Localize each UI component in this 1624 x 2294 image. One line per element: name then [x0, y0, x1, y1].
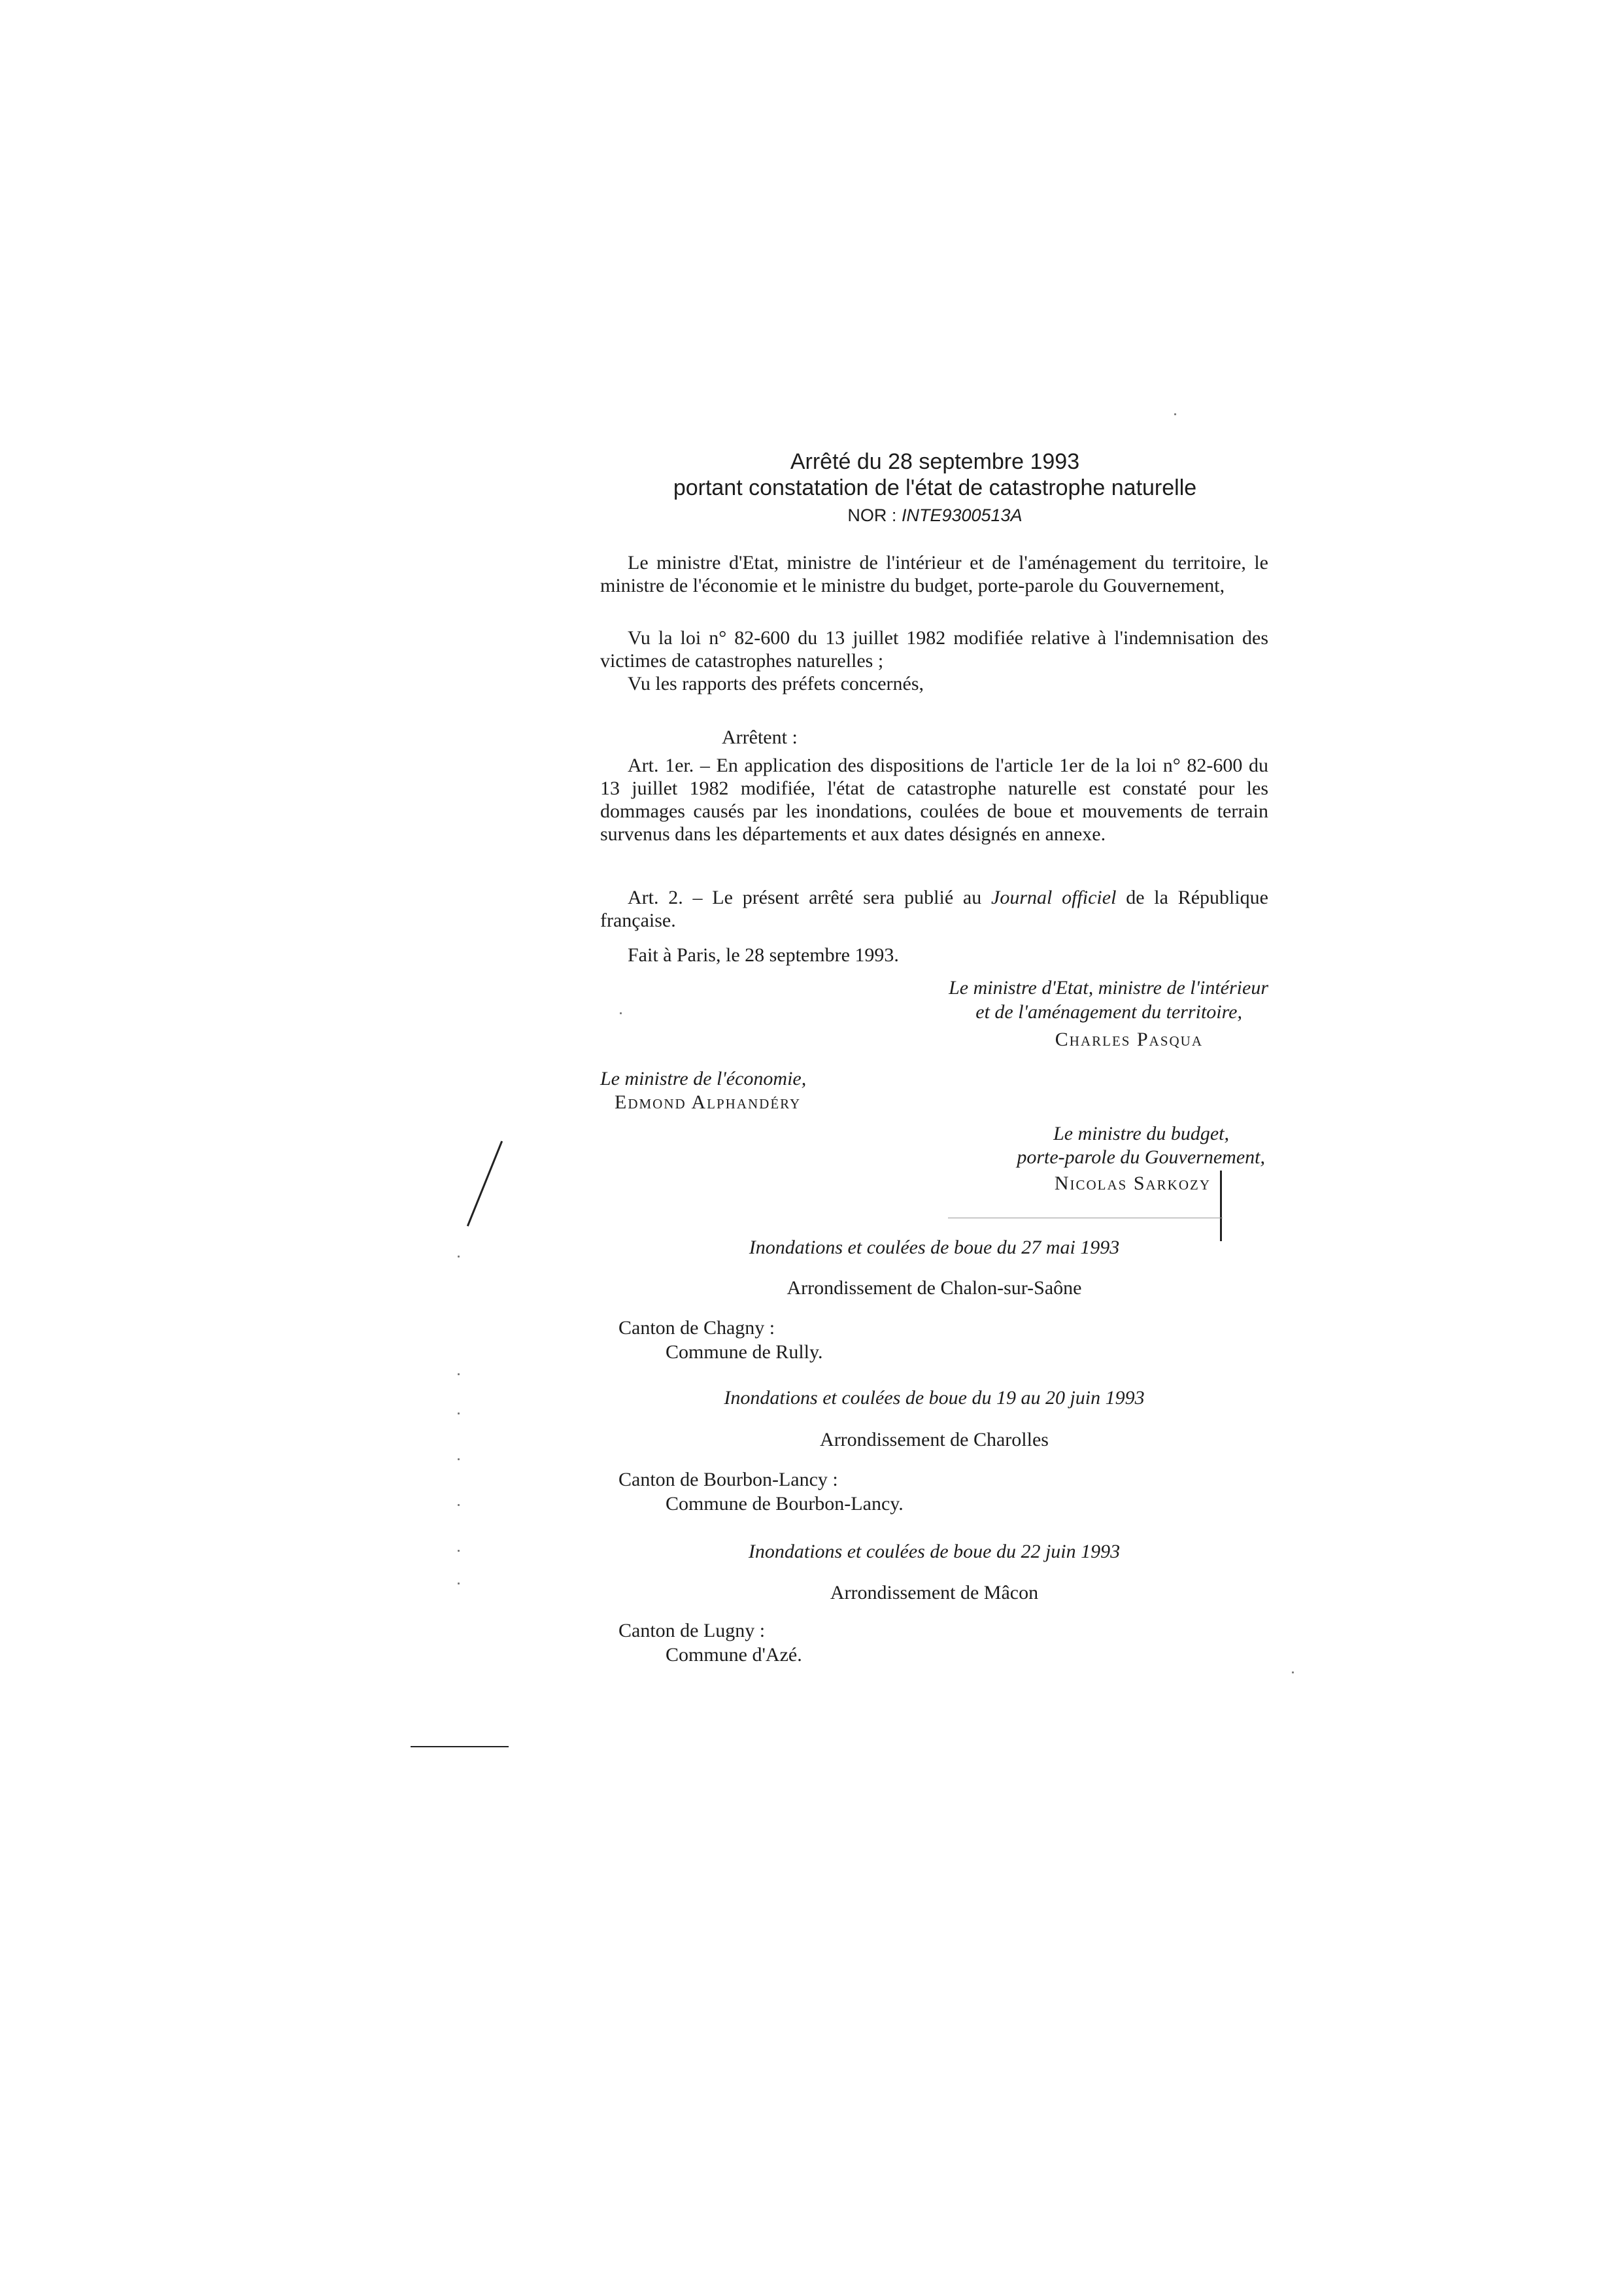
- preamble-vu-rapports: Vu les rapports des préfets concernés,: [628, 673, 924, 694]
- signature-interieur-title-1: Le ministre d'Etat, ministre de l'intérieur: [949, 977, 1268, 999]
- document-subtitle: portant constatation de l'état de catastrophe naturelle: [673, 475, 1197, 500]
- article-2-start: Art. 2. – Le présent arrêté sera publié au: [628, 887, 992, 908]
- margin-dot: [458, 1550, 460, 1552]
- document-title: Arrêté du 28 septembre 1993: [790, 449, 1080, 474]
- margin-dot: [458, 1412, 460, 1414]
- margin-dot: [458, 1256, 460, 1258]
- annex-arrondissement-2: Arrondissement de Charolles: [820, 1429, 1049, 1450]
- annex-arrondissement-1: Arrondissement de Chalon-sur-Saône: [787, 1277, 1082, 1299]
- annex-commune-2: Commune de Bourbon-Lancy.: [666, 1493, 904, 1515]
- margin-dot: [620, 1012, 622, 1014]
- nor-label: NOR :: [847, 505, 897, 525]
- article-2: [600, 886, 1268, 932]
- signature-budget-title-2: porte-parole du Gouvernement,: [1017, 1146, 1265, 1168]
- preamble-vu-loi: Vu la loi n° 82-600 du 13 juillet 1982 modifiée relative à l'indemnisation des victimes de catastrophes naturelles ;: [600, 627, 1268, 672]
- preamble-ministers: Le ministre d'Etat, ministre de l'intérieur et de l'aménagement du territoire, le ministre de l'économie et le ministre du budget, porte-parole du Gouvernement,: [600, 552, 1268, 596]
- article-2-end: de la République française.: [600, 887, 1268, 931]
- signature-economie-title: Le ministre de l'économie,: [600, 1068, 807, 1089]
- margin-dot: [458, 1373, 460, 1375]
- margin-dot: [458, 1504, 460, 1506]
- article-1: Art. 1er. – En application des dispositions de l'article 1er de la loi n° 82-600 du 13 juillet 1982 modifiée, l'état de catastrophe naturelle est constaté pour les dommages causés par les inondations, coulées de boue et mouvements de terrain survenus dans les départements et aux dates désignés en annexe.: [600, 755, 1268, 845]
- annex-arrondissement-3: Arrondissement de Mâcon: [830, 1582, 1039, 1603]
- fait-a-paris: Fait à Paris, le 28 septembre 1993.: [628, 944, 899, 966]
- annex-canton-3: Canton de Lugny :: [618, 1620, 766, 1641]
- annex-commune-1: Commune de Rully.: [666, 1341, 823, 1363]
- annex-heading-3: Inondations et coulées de boue du 22 juin 1993: [748, 1541, 1121, 1562]
- margin-slash-mark: [467, 1141, 503, 1227]
- annex-canton-2: Canton de Bourbon-Lancy :: [618, 1469, 838, 1490]
- signature-economie-name: Edmond Alphandéry: [615, 1091, 802, 1113]
- annex-heading-2: Inondations et coulées de boue du 19 au 20 juin 1993: [724, 1387, 1145, 1409]
- signature-interieur-title-2: et de l'aménagement du territoire,: [975, 1001, 1242, 1023]
- margin-dot: [458, 1458, 460, 1460]
- signature-interieur-name: Charles Pasqua: [1055, 1029, 1203, 1050]
- vertical-bar-mark: [1220, 1171, 1222, 1241]
- signature-budget-name: Nicolas Sarkozy: [1054, 1173, 1211, 1194]
- annex-canton-1: Canton de Chagny :: [618, 1317, 775, 1339]
- signature-budget-title-1: Le ministre du budget,: [1053, 1123, 1229, 1144]
- margin-dot: [1174, 413, 1176, 415]
- margin-dot: [458, 1583, 460, 1584]
- annex-commune-3: Commune d'Azé.: [666, 1644, 802, 1666]
- arretent-heading: Arrêtent :: [722, 727, 798, 748]
- nor-reference: [615, 504, 1255, 526]
- bottom-dash-mark: [411, 1746, 509, 1747]
- nor-code: INTE9300513A: [901, 505, 1023, 525]
- margin-dot: [1292, 1671, 1294, 1673]
- journal-officiel: Journal officiel: [991, 887, 1117, 908]
- annex-heading-1: Inondations et coulées de boue du 27 mai 1993: [749, 1237, 1120, 1258]
